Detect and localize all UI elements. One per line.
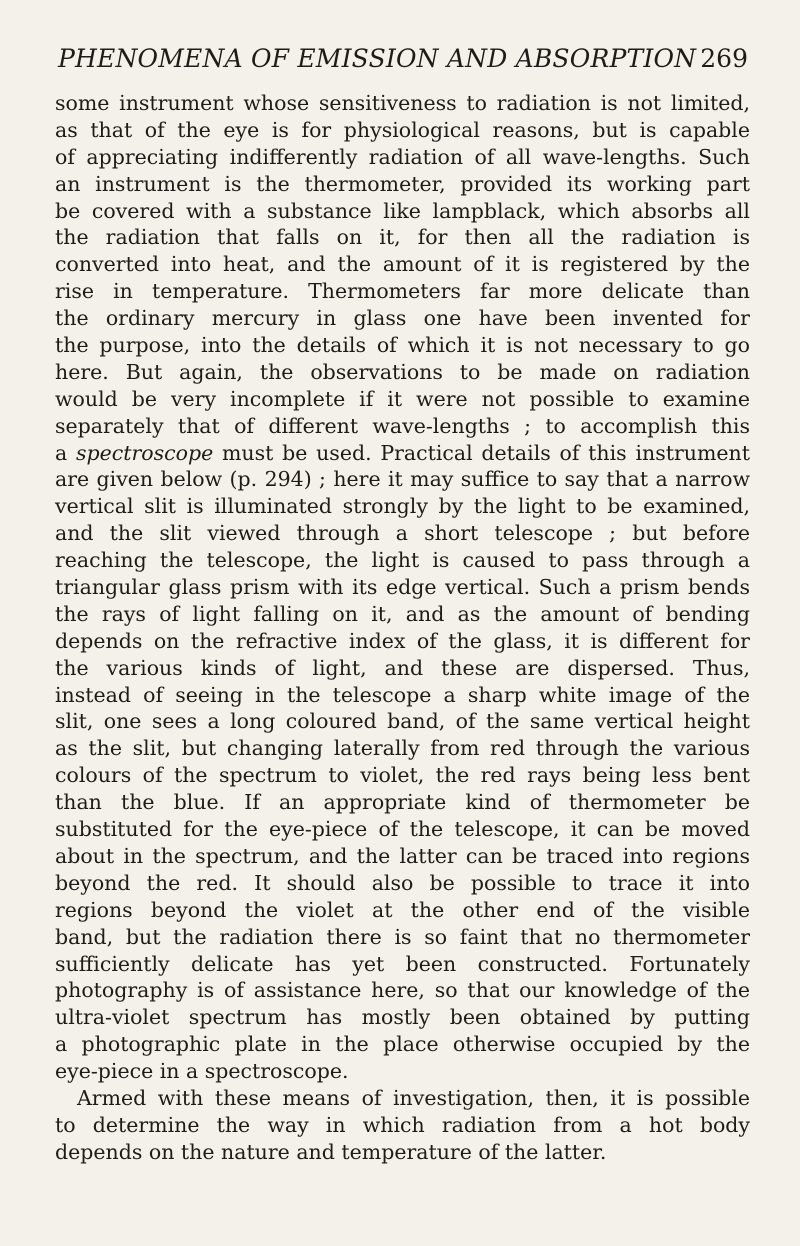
text-line: band, but the radiation there is so faint that no thermometer	[55, 924, 750, 949]
text-line: regions beyond the violet at the other end of the visible	[55, 897, 750, 922]
text-line: about in the spectrum, and the latter can be traced into regions	[55, 843, 750, 868]
text-line: beyond the red. It should also be possible to trace it into	[55, 870, 750, 895]
text-line: reaching the telescope, the light is caused to pass through a	[55, 548, 750, 573]
text-line: photography is of assistance here, so that our knowledge of the	[55, 978, 750, 1003]
body-text	[55, 90, 750, 1166]
text-line: here. But again, the observations to be made on radiation	[55, 359, 750, 384]
text-line: colours of the spectrum to violet, the red rays being less bent	[55, 763, 750, 788]
running-head	[58, 44, 748, 84]
text-line: instead of seeing in the telescope a sharp white image of the	[55, 682, 750, 707]
text-line: vertical slit is illuminated strongly by the light to be examined,	[55, 494, 750, 519]
line-prefix: a	[55, 440, 68, 465]
text-line: as that of the eye is for physiological reasons, but is capable	[55, 117, 750, 142]
text-line: the rays of light falling on it, and as the amount of bending	[55, 601, 750, 626]
text-line: slit, one sees a long coloured band, of the same vertical height	[55, 709, 750, 734]
text-line: the ordinary mercury in glass one have been invented for	[55, 306, 750, 331]
text-line: depends on the refractive index of the glass, it is different for	[55, 628, 750, 653]
text-line: would be very incomplete if it were not possible to examine	[55, 386, 750, 411]
running-title: PHENOMENA OF EMISSION AND ABSORPTION	[58, 44, 697, 73]
page-number: 269	[700, 44, 748, 73]
text-line: triangular glass prism with its edge vertical. Such a prism bends	[55, 575, 750, 600]
text-line: an instrument is the thermometer, provided its working part	[55, 171, 750, 196]
text-line: and the slit viewed through a short telescope ; but before	[55, 521, 750, 546]
text-line-paragraph-start: Armed with these means of investigation, then, it is possible	[77, 1085, 750, 1110]
line-rest: must be used. Practical details of this instrument	[221, 440, 750, 465]
text-line-paragraph-end: eye-piece in a spectroscope.	[55, 1059, 349, 1084]
italic-term: spectroscope	[75, 440, 214, 465]
text-line: to determine the way in which radiation from a hot body	[55, 1112, 750, 1137]
text-line: some instrument whose sensitiveness to radiation is not limited,	[55, 91, 750, 115]
text-line: as the slit, but changing laterally from red through the various	[55, 736, 750, 761]
text-line: the purpose, into the details of which it is not necessary to go	[55, 333, 750, 358]
text-line: ultra-violet spectrum has mostly been obtained by putting	[55, 1005, 750, 1030]
text-line: the radiation that falls on it, for then all the radiation is	[55, 225, 750, 250]
text-line-spectroscope	[55, 440, 750, 467]
text-line: sufficiently delicate has yet been constructed. Fortunately	[55, 951, 750, 976]
text-line: than the blue. If an appropriate kind of thermometer be	[55, 790, 750, 815]
text-line: converted into heat, and the amount of it is registered by the	[55, 252, 750, 277]
text-line: the various kinds of light, and these are dispersed. Thus,	[55, 655, 750, 680]
text-line: separately that of different wave-lengths ; to accomplish this	[55, 413, 750, 438]
text-line: be covered with a substance like lampblack, which absorbs all	[55, 198, 750, 223]
text-line: a photographic plate in the place otherwise occupied by the	[55, 1032, 750, 1057]
text-line: substituted for the eye-piece of the telescope, it can be moved	[55, 817, 750, 842]
text-line-paragraph-end: depends on the nature and temperature of the latter.	[55, 1139, 607, 1164]
text-line: are given below (p. 294) ; here it may suffice to say that a narrow	[55, 467, 750, 492]
text-line: of appreciating indifferently radiation of all wave-lengths. Such	[55, 144, 750, 169]
text-line: rise in temperature. Thermometers far more delicate than	[55, 279, 750, 304]
